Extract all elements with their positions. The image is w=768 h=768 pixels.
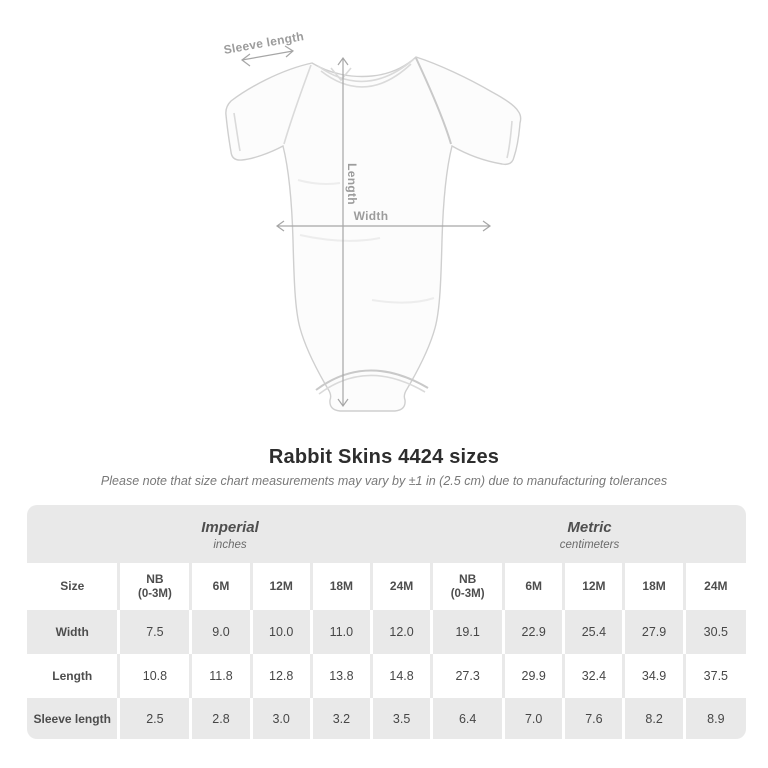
table-cell: 34.9 [625, 654, 685, 698]
column-header: NB (0-3M) [120, 563, 192, 610]
size-corner-header: Size [27, 563, 120, 610]
table-cell: 8.2 [625, 698, 685, 739]
column-header: 12M [565, 563, 625, 610]
table-row [27, 610, 746, 654]
table-row [27, 698, 746, 739]
table-cell: 9.0 [192, 610, 252, 654]
imperial-label: Imperial [201, 519, 259, 536]
table-cell: 3.5 [373, 698, 433, 739]
table-cell: 11.0 [313, 610, 373, 654]
table-cell: 37.5 [703, 669, 729, 683]
column-header: 6M [505, 563, 565, 610]
column-header: 24M [686, 563, 746, 610]
column-header: NB (0-3M) [433, 563, 505, 610]
row-label: Length [27, 654, 120, 698]
units-header-band [27, 505, 746, 563]
bodysuit-graphic [226, 57, 521, 411]
table-cell: 22.9 [505, 610, 565, 654]
imperial-section-header [27, 505, 433, 563]
table-row [27, 654, 746, 698]
table-cell: 2.8 [192, 698, 252, 739]
column-header: 24M [373, 563, 433, 610]
length-label: Length [345, 163, 359, 205]
table-cell: 8.9 [707, 711, 725, 726]
metric-section-header [433, 505, 746, 563]
column-header: 12M [253, 563, 313, 610]
column-header: 18M [625, 563, 685, 610]
width-label: Width [353, 209, 389, 223]
imperial-unit-label: inches [213, 539, 247, 551]
table-cell: 25.4 [565, 610, 625, 654]
page-title: Rabbit Skins 4424 sizes [268, 446, 500, 468]
table-cell: 6.4 [433, 698, 505, 739]
column-header-row [27, 563, 746, 610]
column-header: 18M [313, 563, 373, 610]
table-cell: 11.8 [192, 654, 252, 698]
table-cell: 10.0 [253, 610, 313, 654]
table-cell: 27.9 [625, 610, 685, 654]
table-cell: 3.2 [313, 698, 373, 739]
metric-label: Metric [567, 519, 612, 536]
column-header: 6M [192, 563, 252, 610]
table-cell: 32.4 [565, 654, 625, 698]
table-cell: 7.0 [505, 698, 565, 739]
table-cell: 29.9 [505, 654, 565, 698]
table-cell: 27.3 [433, 654, 505, 698]
sleeve-length-label: Sleeve length [222, 29, 306, 57]
tolerance-note: Please note that size chart measurements may vary by ±1 in (2.5 cm) due to manufacturing tolerances [100, 474, 668, 488]
table-cell: 19.1 [433, 610, 505, 654]
table-cell: 12.8 [253, 654, 313, 698]
table-cell: 10.8 [120, 654, 192, 698]
table-cell: 13.8 [313, 654, 373, 698]
table-cell: 30.5 [703, 625, 729, 639]
metric-unit-label: centimeters [559, 539, 620, 551]
table-cell: 2.5 [120, 698, 192, 739]
table-cell: 3.0 [253, 698, 313, 739]
table-cell: 14.8 [373, 654, 433, 698]
size-table [27, 505, 746, 739]
size-table-grid [27, 563, 746, 739]
row-label: Width [27, 610, 120, 654]
table-cell: 7.6 [565, 698, 625, 739]
table-cell: 7.5 [120, 610, 192, 654]
row-label: Sleeve length [27, 698, 120, 739]
table-cell: 12.0 [373, 610, 433, 654]
